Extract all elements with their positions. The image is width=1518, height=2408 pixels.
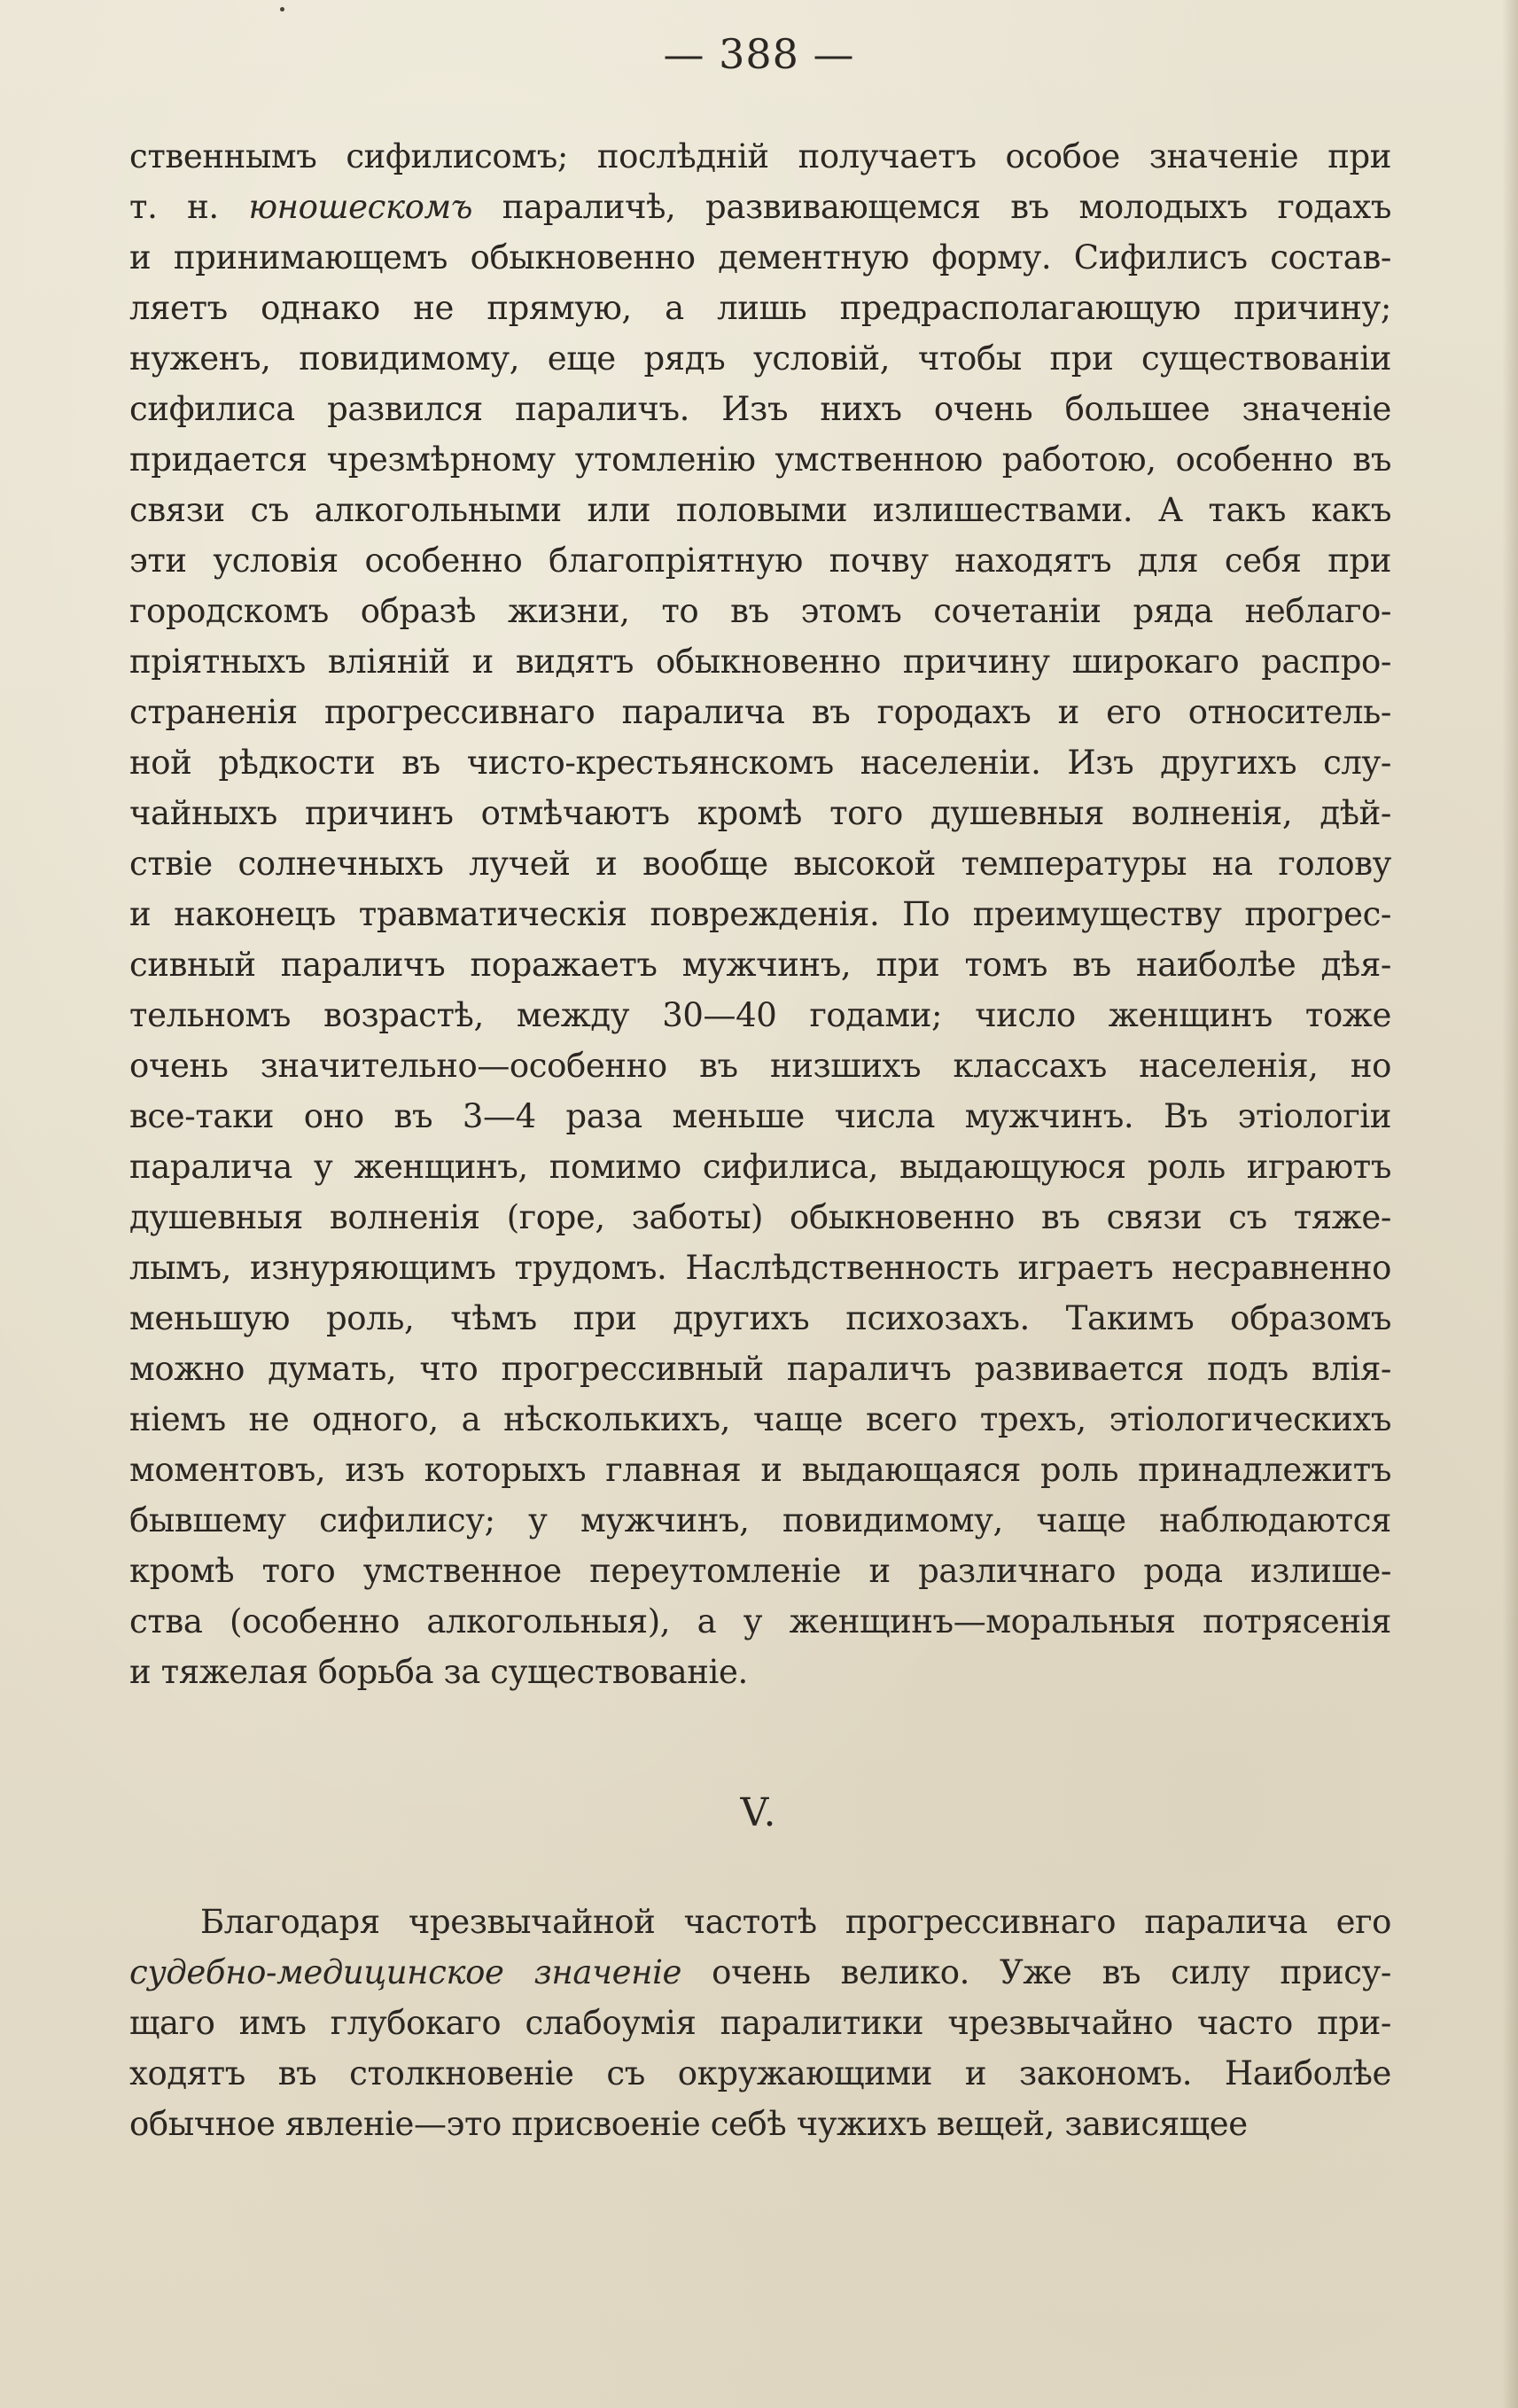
- text-run: тельномъ возрастѣ, между 30—40 годами; число женщинъ тоже: [129, 996, 1391, 1034]
- text-run: ляетъ однако не прямую, а лишь предрасполагающую причину;: [129, 289, 1391, 327]
- text-line: [129, 1192, 1391, 1243]
- text-line: [129, 1897, 1391, 1947]
- text-run: паралича у женщинъ, помимо сифилиса, выдающуюся роль играютъ: [129, 1148, 1391, 1186]
- text-line: [129, 485, 1391, 535]
- text-run: связи съ алкогольными или половыми излишествами. А такъ какъ: [129, 491, 1391, 529]
- text-run: меньшую роль, чѣмъ при другихъ психозахъ. Такимъ образомъ: [129, 1299, 1391, 1337]
- text-run: и наконецъ травматическія поврежденія. По преимуществу прогрес-: [129, 895, 1391, 933]
- text-line: [129, 636, 1391, 687]
- text-line: [129, 333, 1391, 384]
- text-run: бывшему сифилису; у мужчинъ, повидимому, чаще наблюдаются: [129, 1501, 1391, 1539]
- page-number: — 388 —: [663, 30, 855, 78]
- text-line: [129, 535, 1391, 586]
- text-run: кромѣ того умственное переутомленіе и различнаго рода излише-: [129, 1552, 1391, 1590]
- text-line: [129, 687, 1391, 737]
- text-run: ніемъ не одного, а нѣсколькихъ, чаще всего трехъ, этіологическихъ: [129, 1400, 1391, 1438]
- text-line: [129, 1293, 1391, 1344]
- text-line: [129, 434, 1391, 485]
- text-line: [129, 283, 1391, 333]
- text-run: и принимающемъ обыкновенно дементную форму. Сифилисъ состав-: [129, 238, 1391, 277]
- text-run: душевныя волненія (горе, заботы) обыкновенно въ связи съ тяже-: [129, 1198, 1391, 1236]
- text-line: [129, 586, 1391, 636]
- text-line: [129, 1445, 1391, 1495]
- text-line: [129, 131, 1391, 182]
- text-line: [129, 788, 1391, 838]
- text-run: сивный параличъ поражаетъ мужчинъ, при томъ въ наиболѣе дѣя-: [129, 946, 1391, 984]
- text-line: [129, 1344, 1391, 1394]
- text-run: страненія прогрессивнаго паралича въ городахъ и его относитель-: [129, 693, 1391, 731]
- text-line: [129, 182, 1391, 232]
- text-run: ходятъ въ столкновеніе съ окружающими и закономъ. Наиболѣе: [129, 2054, 1391, 2092]
- text-run: ной рѣдкости въ чисто-крестьянскомъ населеніи. Изъ другихъ слу-: [129, 744, 1391, 782]
- text-line: [129, 1596, 1391, 1647]
- text-line: [129, 1040, 1391, 1091]
- text-run: и тяжелая борьба за существованіе.: [129, 1653, 748, 1691]
- text-run: лымъ, изнуряющимъ трудомъ. Наслѣдственность играетъ несравненно: [129, 1249, 1391, 1287]
- text-line: [129, 990, 1391, 1040]
- emphasized-text: юношескомъ: [248, 188, 473, 226]
- paragraph-forensic: [129, 1897, 1391, 2149]
- text-run: ства (особенно алкогольныя), а у женщинъ—моральныя потрясенія: [129, 1602, 1391, 1640]
- text-line: [129, 1243, 1391, 1293]
- text-run: эти условія особенно благопріятную почву находятъ для себя при: [129, 542, 1391, 580]
- text-line: [129, 889, 1391, 939]
- text-run: нуженъ, повидимому, еще рядъ условій, чтобы при существованіи: [129, 339, 1391, 378]
- text-run: обычное явленіе—это присвоеніе себѣ чужихъ вещей, зависящее: [129, 2105, 1248, 2143]
- text-run: Благодаря чрезвычайной частотѣ прогрессивнаго паралича его: [200, 1903, 1391, 1941]
- text-line: [129, 384, 1391, 434]
- text-line: [129, 1947, 1391, 1998]
- text-run: чайныхъ причинъ отмѣчаютъ кромѣ того душевныя волненія, дѣй-: [129, 794, 1391, 832]
- text-run: можно думать, что прогрессивный параличъ развивается подъ влія-: [129, 1350, 1391, 1388]
- text-run: городскомъ образѣ жизни, то въ этомъ сочетаніи ряда неблаго-: [129, 592, 1391, 630]
- text-line: [129, 1394, 1391, 1445]
- text-run: щаго имъ глубокаго слабоумія паралитики чрезвычайно часто при-: [129, 2004, 1391, 2042]
- text-line: [129, 232, 1391, 283]
- text-run: сифилиса развился параличъ. Изъ нихъ очень большее значеніе: [129, 390, 1391, 428]
- text-line: [129, 737, 1391, 788]
- text-line: [129, 1495, 1391, 1546]
- text-run: моментовъ, изъ которыхъ главная и выдающаяся роль принадлежитъ: [129, 1451, 1391, 1489]
- text-line: [129, 2048, 1391, 2099]
- text-run: все-таки оно въ 3—4 раза меньше числа мужчинъ. Въ этіологіи: [129, 1097, 1391, 1135]
- text-line: [129, 1998, 1391, 2048]
- ink-speck: [280, 7, 284, 12]
- text-line: [129, 838, 1391, 889]
- text-line: [129, 1546, 1391, 1596]
- text-line: [129, 1647, 1391, 1697]
- text-run: параличѣ, развивающемся въ молодыхъ годахъ: [472, 188, 1391, 226]
- text-run: ствіе солнечныхъ лучей и вообще высокой температуры на голову: [129, 845, 1391, 883]
- text-run: очень велико. Уже въ силу прису-: [681, 1953, 1392, 1991]
- emphasized-text: судебно-медицинское значеніе: [129, 1953, 682, 1991]
- text-run: очень значительно—особенно въ низшихъ классахъ населенія, но: [129, 1047, 1391, 1085]
- text-line: [129, 2099, 1391, 2149]
- text-line: [129, 1142, 1391, 1192]
- text-run: т. н.: [129, 188, 249, 226]
- text-run: придается чрезмѣрному утомленію умственною работою, особенно въ: [129, 440, 1391, 479]
- text-run: ственнымъ сифилисомъ; послѣдній получаетъ особое значеніе при: [129, 137, 1391, 175]
- text-line: [129, 1091, 1391, 1142]
- paragraph-etiology: [129, 131, 1391, 1697]
- section-heading: V.: [740, 1790, 778, 1835]
- text-line: [129, 939, 1391, 990]
- text-run: пріятныхъ вліяній и видятъ обыкновенно причину широкаго распро-: [129, 643, 1391, 681]
